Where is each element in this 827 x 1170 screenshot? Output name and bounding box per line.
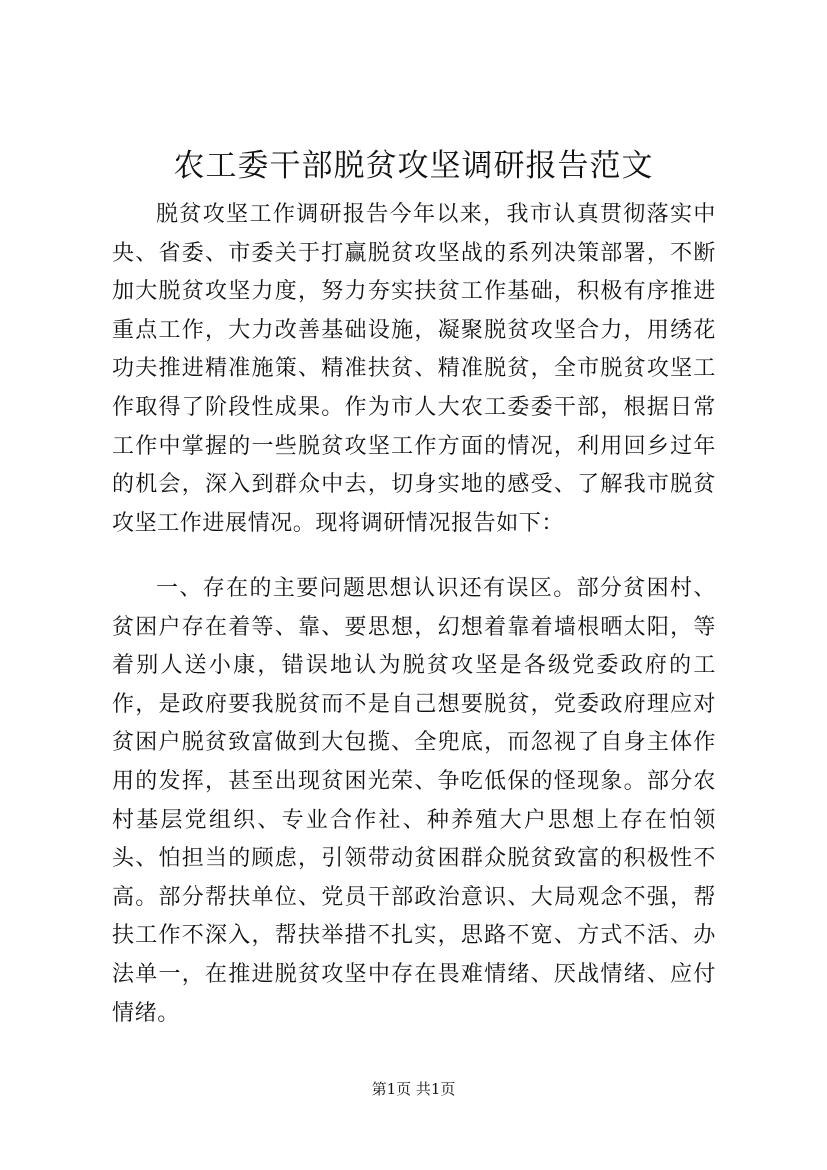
paragraph-problems: 一、存在的主要问题思想认识还有误区。部分贫困村、贫困户存在着等、靠、要思想，幻想着靠着墙根晒太阳，等着别人送小康，错误地认为脱贫攻坚是各级党委政府的工作，是政府要我脱贫而不是自己想要脱贫，党委政府理应对贫困户脱贫致富做到大包揽、全兜底，而忽视了自身主体作用的发挥，甚至出现贫困光荣、争吃低保的怪现象。部分农村基层党组织、专业合作社、种养殖大户思想上存在怕领头、怕担当的顾虑，引领带动贫困群众脱贫致富的积极性不高。部分帮扶单位、党员干部政治意识、大局观念不强，帮扶工作不深入，帮扶举措不扎实，思路不宽、方式不活、办法单一，在推进脱贫攻坚中存在畏难情绪、厌战情绪、应付情绪。 [112,576,716,1026]
paragraph-intro: 脱贫攻坚工作调研报告今年以来，我市认真贯彻落实中央、省委、市委关于打赢脱贫攻坚战的系列决策部署，不断加大脱贫攻坚力度，努力夯实扶贫工作基础，积极有序推进重点工作，大力改善基础设施，凝聚脱贫攻坚合力，用绣花功夫推进精准施策、精准扶贫、精准脱贫，全市脱贫攻坚工作取得了阶段性成果。作为市人大农工委委干部，根据日常工作中掌握的一些脱贫攻坚工作方面的情况，利用回乡过年的机会，深入到群众中去，切身实地的感受、了解我市脱贫攻坚工作进展情况。现将调研情况报告如下： [112,202,716,536]
document-title: 农工委干部脱贫攻坚调研报告范文 [173,148,654,184]
page-number-footer: 第1页 共1页 [371,1080,456,1098]
